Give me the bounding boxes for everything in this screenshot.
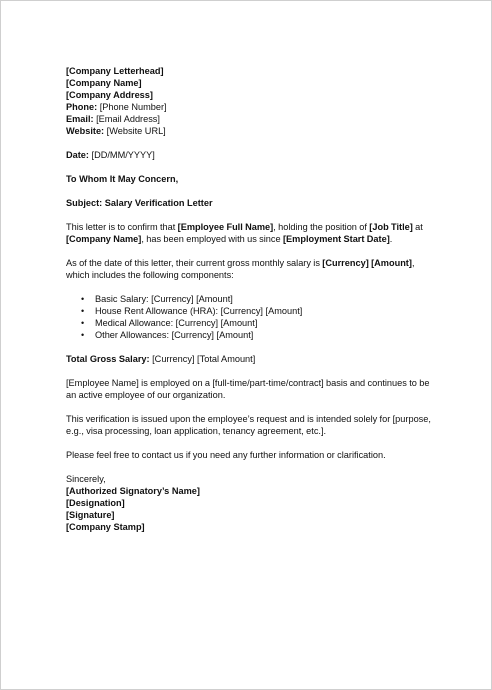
letter-body	[66, 65, 436, 533]
text-run: at	[412, 222, 423, 232]
total-gross-salary-line	[66, 353, 436, 365]
phone-line	[66, 101, 436, 113]
list-item	[66, 317, 436, 329]
text-run: This letter is to confirm that	[66, 222, 178, 232]
employment-paragraph	[66, 221, 436, 245]
bullet-icon: •	[81, 306, 85, 316]
date-label: Date:	[66, 150, 89, 160]
contact-paragraph: Please feel free to contact us if you need any further information or clarification.	[66, 450, 386, 460]
website-line	[66, 125, 436, 137]
date-value: [DD/MM/YYYY]	[88, 150, 155, 160]
date-line	[66, 149, 436, 161]
list-item	[66, 305, 436, 317]
signatory-name: [Authorized Signatory’s Name]	[66, 486, 200, 496]
signature: [Signature]	[66, 510, 115, 520]
gross-salary-field: [Currency] [Amount]	[322, 258, 412, 268]
company-name: [Company Name]	[66, 78, 142, 88]
list-item	[66, 329, 436, 341]
component-text: Basic Salary: [Currency] [Amount]	[95, 294, 233, 304]
phone-label: Phone:	[66, 102, 98, 112]
bullet-icon: •	[81, 294, 85, 304]
purpose-paragraph: This verification is issued upon the employee’s request and is intended solely for [purpose, e.g., visa processing, loan application, tenancy agreement, etc.].	[66, 414, 431, 436]
company-name-field: [Company Name]	[66, 234, 142, 244]
list-item	[66, 293, 436, 305]
text-run: As of the date of this letter, their current gross monthly salary is	[66, 258, 323, 268]
salary-paragraph	[66, 257, 436, 281]
employment-start-date-field: [Employment Start Date]	[282, 234, 390, 244]
company-letterhead: [Company Letterhead]	[66, 66, 164, 76]
text-run: , has been employed with us since	[141, 234, 283, 244]
bullet-icon: •	[81, 330, 85, 340]
text-run: .	[389, 234, 393, 244]
total-value: [Currency] [Total Amount]	[149, 354, 256, 364]
email-value: [Email Address]	[93, 114, 160, 124]
email-line	[66, 113, 436, 125]
company-address: [Company Address]	[66, 90, 153, 100]
employment-status-paragraph: [Employee Name] is employed on a [full-time/part-time/contract] basis and continues to be an active employee of our organization.	[66, 378, 430, 400]
website-label: Website:	[66, 126, 105, 136]
company-stamp: [Company Stamp]	[66, 522, 145, 532]
phone-value: [Phone Number]	[97, 102, 167, 112]
component-text: Other Allowances: [Currency] [Amount]	[95, 330, 254, 340]
text-run: , which includes the following components:	[66, 258, 415, 280]
website-value: [Website URL]	[104, 126, 166, 136]
closing-sincerely: Sincerely,	[66, 474, 106, 484]
salutation: To Whom It May Concern,	[66, 174, 179, 184]
total-label: Total Gross Salary:	[66, 354, 150, 364]
employee-full-name-field: [Employee Full Name]	[177, 222, 274, 232]
subject-line: Subject: Salary Verification Letter	[66, 198, 213, 208]
salary-components-list	[66, 293, 436, 341]
bullet-icon: •	[81, 318, 85, 328]
job-title-field: [Job Title]	[369, 222, 413, 232]
component-text: House Rent Allowance (HRA): [Currency] [Amount]	[95, 306, 303, 316]
email-label: Email:	[66, 114, 94, 124]
component-text: Medical Allowance: [Currency] [Amount]	[95, 318, 258, 328]
designation: [Designation]	[66, 498, 125, 508]
text-run: , holding the position of	[273, 222, 370, 232]
